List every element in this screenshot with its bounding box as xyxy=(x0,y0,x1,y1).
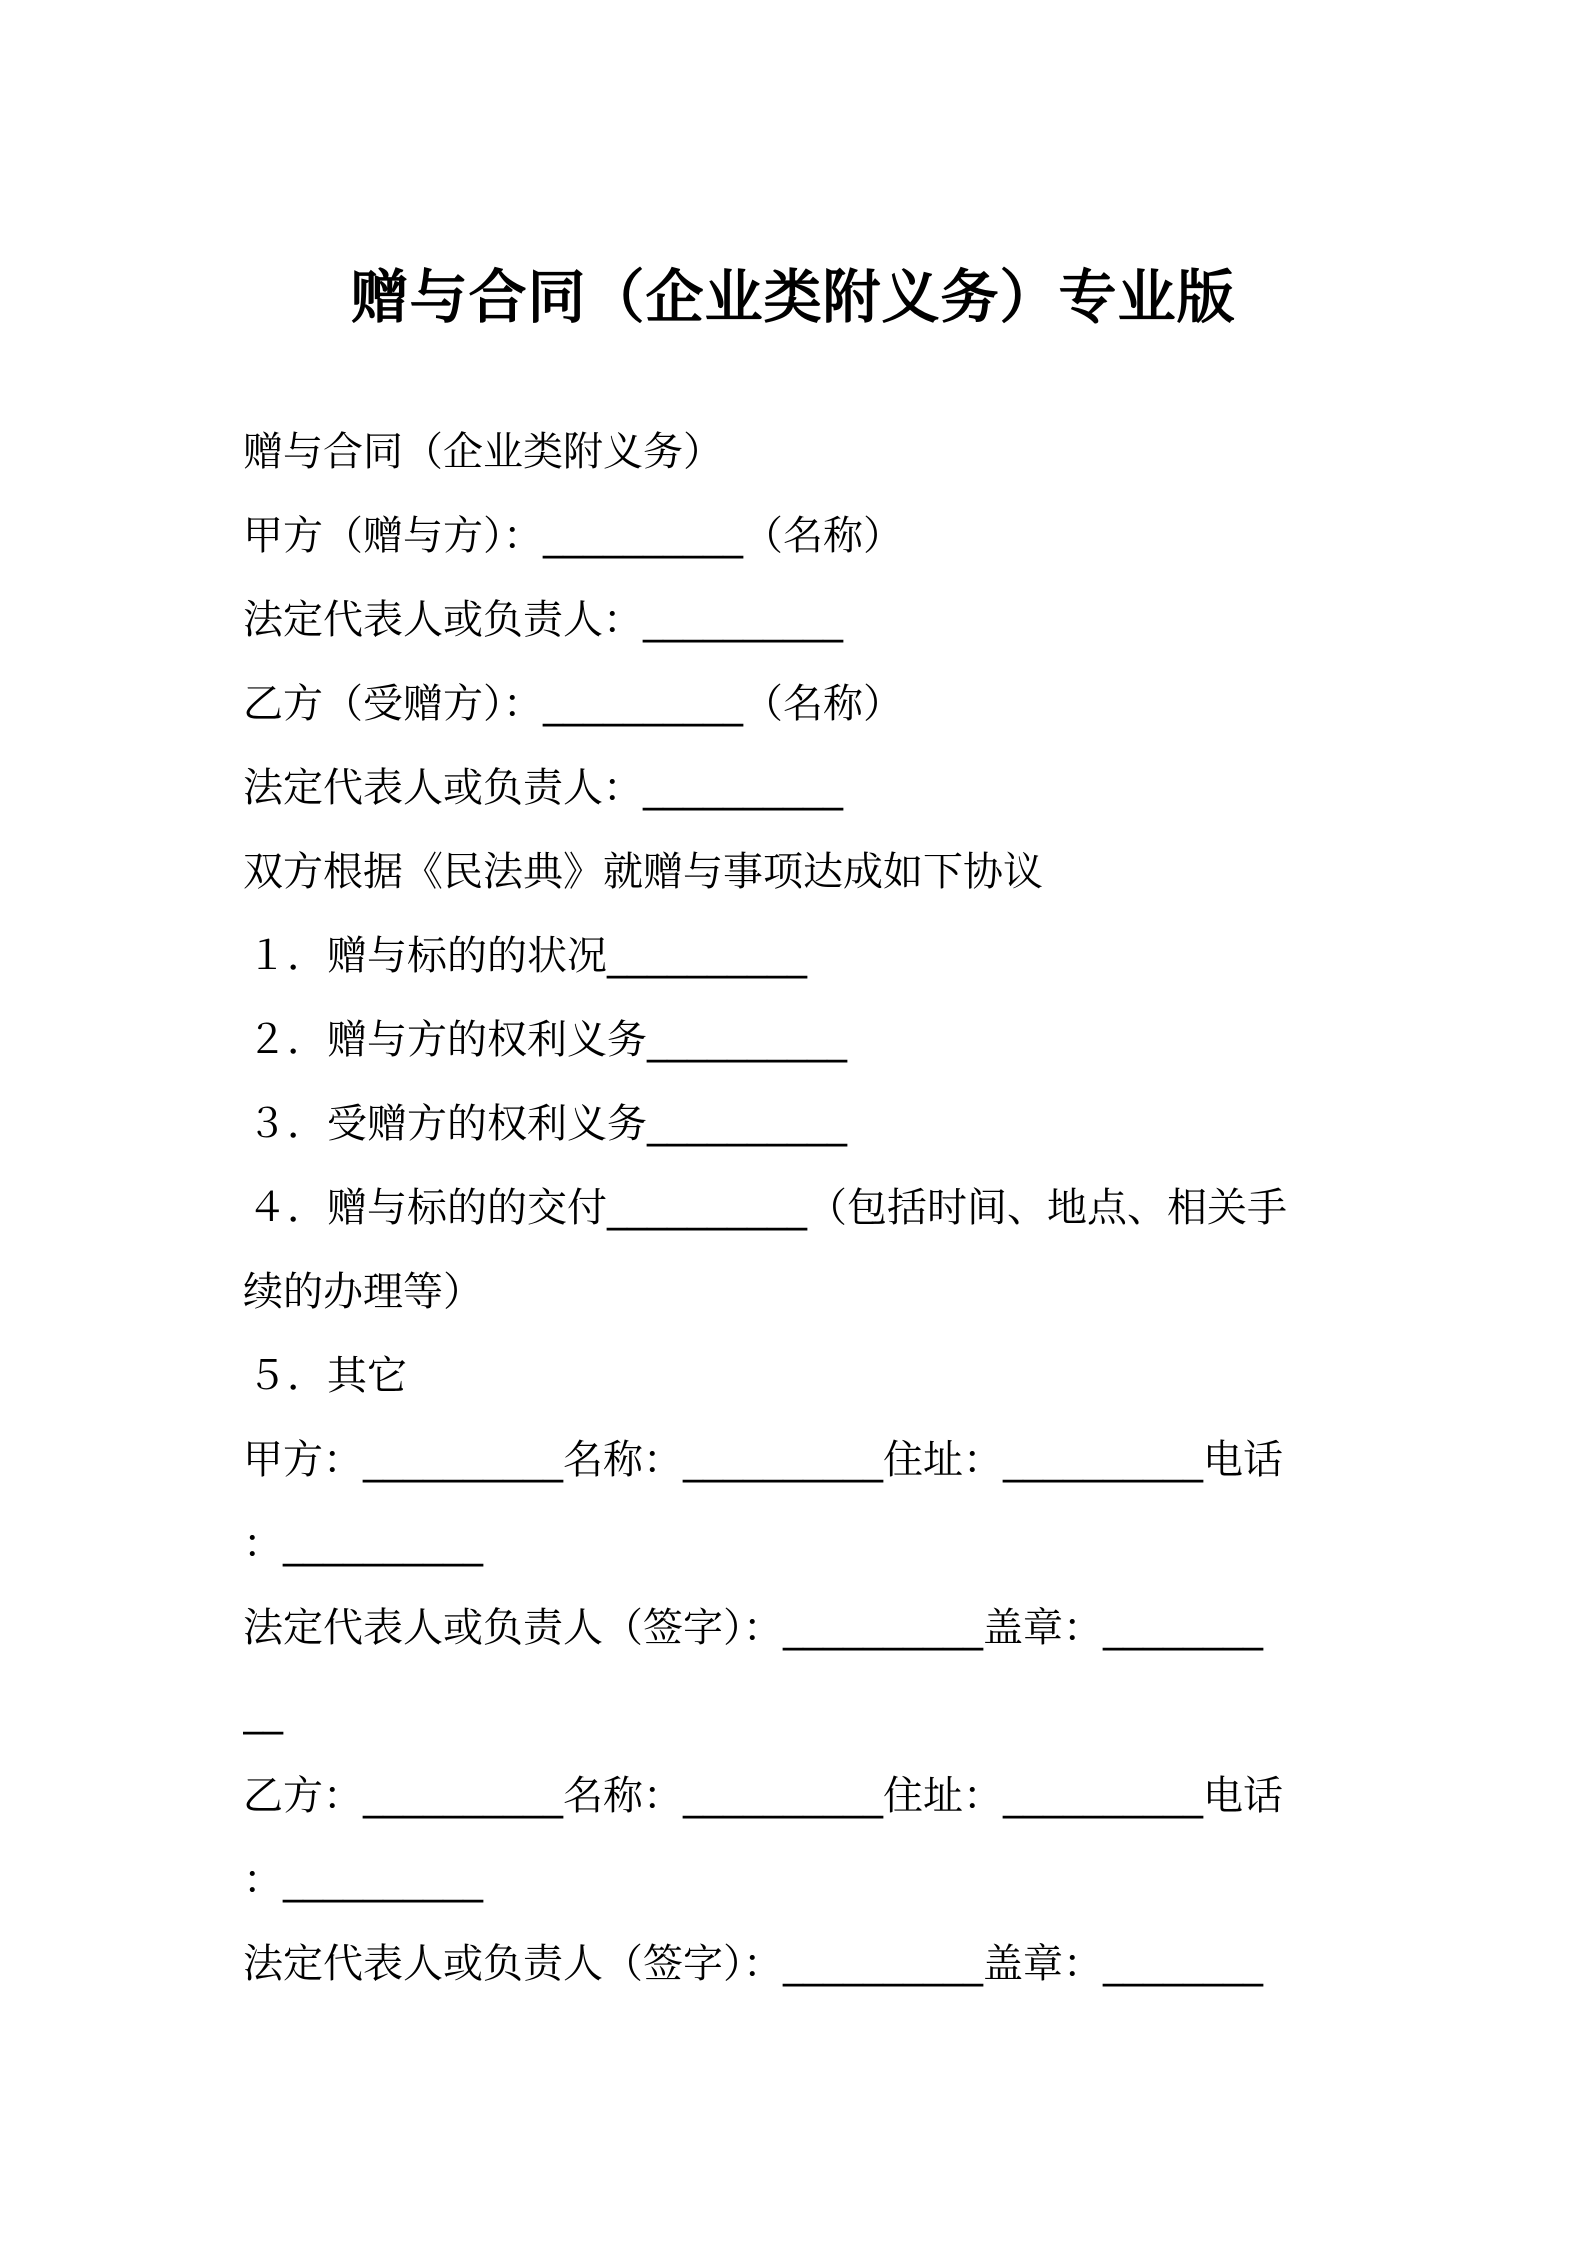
party-a-line: 甲方（赠与方）：__________（名称） xyxy=(243,513,903,559)
document-title: 赠与合同（企业类附义务）专业版 xyxy=(350,263,1236,331)
document-body xyxy=(243,410,1353,2006)
clause-4-continued: 续的办理等） xyxy=(243,1269,483,1315)
clause-1: １．赠与标的的状况__________ xyxy=(247,933,807,979)
clause-3: ３．受赠方的权利义务__________ xyxy=(247,1101,847,1147)
party-b-signature-line: 法定代表人或负责人（签字）：__________盖章：________ xyxy=(243,1941,1263,1987)
agreement-intro-line: 双方根据《民法典》就赠与事项达成如下协议 xyxy=(243,849,1043,895)
clause-4: ４．赠与标的的交付__________（包括时间、地点、相关手 xyxy=(247,1185,1287,1231)
party-a-signature-line-continued: __ xyxy=(243,1689,283,1735)
party-a-signature-info: 甲方：__________名称：__________住址：__________电话 xyxy=(243,1437,1283,1483)
party-b-representative-line: 法定代表人或负责人：__________ xyxy=(243,765,843,811)
party-b-signature-info: 乙方：__________名称：__________住址：__________电话 xyxy=(243,1773,1283,1819)
party-a-representative-line: 法定代表人或负责人：__________ xyxy=(243,597,843,643)
party-b-line: 乙方（受赠方）：__________（名称） xyxy=(243,681,903,727)
clause-2: ２．赠与方的权利义务__________ xyxy=(247,1017,847,1063)
document-subtitle: 赠与合同（企业类附义务） xyxy=(243,429,723,475)
party-a-signature-line: 法定代表人或负责人（签字）：__________盖章：________ xyxy=(243,1605,1263,1651)
clause-5: ５．其它 xyxy=(247,1353,407,1399)
party-a-signature-info-continued: ：__________ xyxy=(243,1521,483,1567)
party-b-signature-info-continued: ：__________ xyxy=(243,1857,483,1903)
